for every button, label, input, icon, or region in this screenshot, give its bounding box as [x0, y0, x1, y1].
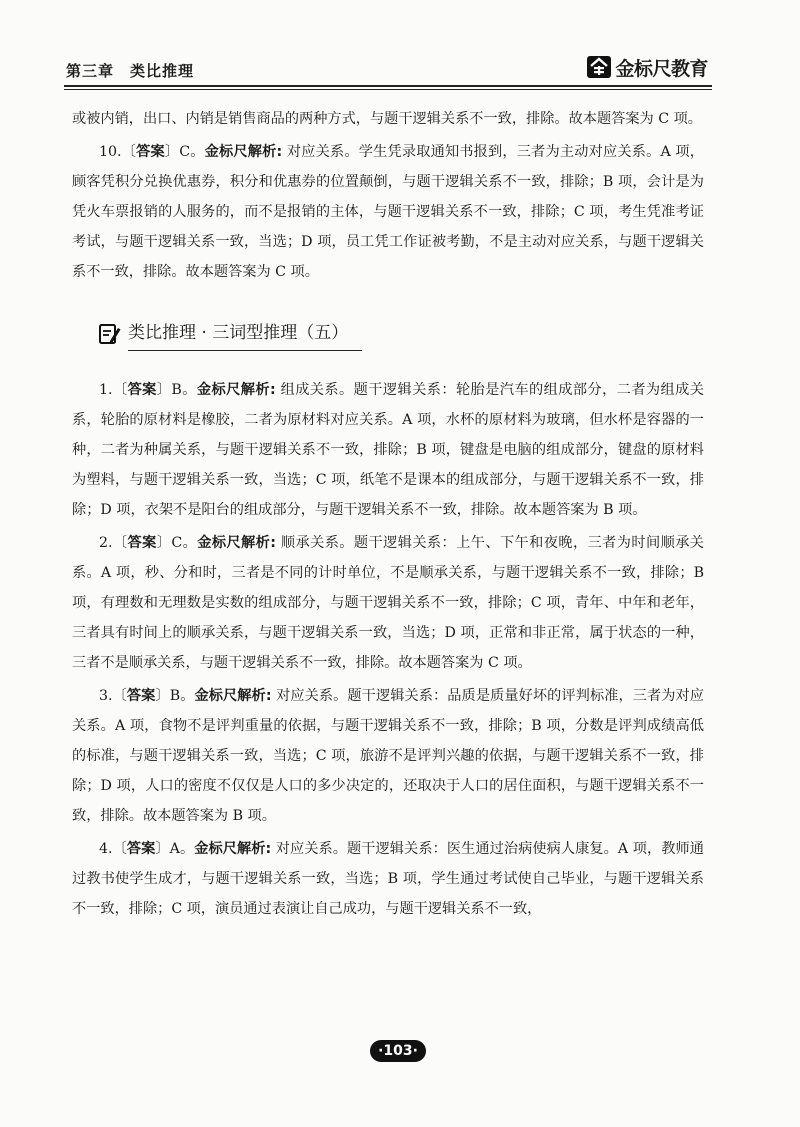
answer-label: 答案	[136, 144, 165, 160]
answer-bracket-left: 〔	[112, 535, 128, 551]
analysis-label: 金标尺解析:	[204, 144, 283, 160]
answer-paragraph-3	[72, 681, 704, 831]
question-number: 2.	[98, 535, 113, 551]
answer-label: 答案	[126, 688, 156, 704]
answer-bracket-left: 〔	[112, 382, 128, 398]
answer-bracket-left: 〔	[121, 144, 137, 160]
answer-label: 答案	[127, 382, 157, 398]
section-heading	[98, 319, 704, 349]
section-title: 类比推理 · 三词型推理（五）	[128, 318, 362, 351]
analysis-text: 对应关系。题干逻辑关系：品质是质量好坏的评判标准，三者为对应关系。A 项，食物不是评判重量的依据，与题干逻辑关系不一致，排除；B 项，分数是评判成绩高低的标准，与题干逻辑关系一致，当选；C 项，旅游不是评判兴趣的依据，与题干逻辑关系不一致，排除；D 项，人口的密度不仅仅是人口的多少决定的，还取决于人口的居住面积，与题干逻辑关系不一致，排除。故本题答案为 B 项。	[72, 688, 704, 824]
analysis-text: 对应关系。题干逻辑关系：医生通过治病使病人康复。A 项，教师通过教书使学生成才，与题干逻辑关系一致，当选；B 项，学生通过考试使自己毕业，与题干逻辑关系不一致，排除；C 项，演员通过表演让自己成功，与题干逻辑关系不一致，	[72, 841, 704, 917]
analysis-label: 金标尺解析:	[196, 382, 276, 398]
answer-choice: B。	[171, 382, 197, 398]
question-number: 4.	[98, 841, 113, 857]
intro-paragraph: 或被内销，出口、内销是销售商品的两种方式，与题干逻辑关系不一致，排除。故本题答案为 C 项。	[72, 111, 702, 127]
analysis-text: 顺承关系。题干逻辑关系：上午、下午和夜晚，三者为时间顺承关系。A 项，秒、分和时，三者是不同的计时单位，不是顺承关系，与题干逻辑关系不一致，排除；B 项，有理数和无理数是实数的组成部分，与题干逻辑关系不一致，排除；C 项，青年、中年和老年，三者具有时间上的顺承关系，与题干逻辑关系一致，当选；D 项，正常和非正常，属于状态的一种，三者不是顺承关系，与题干逻辑关系不一致，排除。故本题答案为 C 项。	[72, 535, 704, 671]
answer-paragraph-2	[72, 528, 704, 678]
answer-bracket-right: 〕	[155, 841, 170, 857]
answer-choice: C。	[171, 535, 198, 551]
page-body	[72, 104, 704, 924]
answer-paragraph-4	[72, 834, 704, 924]
brand	[586, 54, 708, 80]
answer-bracket-right: 〕	[155, 688, 170, 704]
header-rule	[64, 85, 712, 90]
analysis-label: 金标尺解析:	[194, 688, 272, 704]
question-number: 1.	[98, 382, 113, 398]
brand-logo-icon	[586, 55, 612, 79]
question-number: 3.	[98, 688, 113, 704]
analysis-text: 组成关系。题干逻辑关系：轮胎是汽车的组成部分，二者为组成关系，轮胎的原材料是橡胶，二者为原材料对应关系。A 项，水杯的原材料为玻璃，但水杯是容器的一种，二者为种属关系，与题干逻辑关系不一致，排除；B 项，键盘是电脑的组成部分，键盘的原材料为塑料，与题干逻辑关系一致，当选；C 项，纸笔不是课本的组成部分，与题干逻辑关系不一致，排除；D 项，衣架不是阳台的组成部分，与题干逻辑关系不一致，排除。故本题答案为 B 项。	[72, 382, 704, 518]
analysis-label: 金标尺解析:	[197, 535, 276, 551]
edit-note-icon	[98, 322, 122, 346]
answer-choice: B。	[169, 688, 195, 704]
answer-bracket-right: 〕	[164, 144, 180, 160]
answer-paragraph-1	[72, 375, 704, 525]
analysis-text: 对应关系。学生凭录取通知书报到，三者为主动对应关系。A 项，顾客凭积分兑换优惠券，积分和优惠券的位置颠倒，与题干逻辑关系不一致，排除；B 项，会计是为凭火车票报销的人服务的，而不是报销的主体，与题干逻辑关系不一致，排除；C 项，考生凭准考证考试，与题干逻辑关系一致，当选；D 项，员工凭工作证被考勤，不是主动对应关系，与题干逻辑关系不一致，排除。故本题答案为 C 项。	[72, 144, 704, 280]
answer-bracket-right: 〕	[156, 382, 172, 398]
answer-choice: A。	[169, 841, 195, 857]
answer-paragraph-10	[72, 137, 704, 287]
page-header	[64, 52, 708, 90]
answer-bracket-right: 〕	[156, 535, 172, 551]
answer-bracket-left: 〔	[112, 688, 127, 704]
analysis-label: 金标尺解析:	[194, 841, 272, 857]
question-number: 10.	[98, 144, 122, 160]
answer-bracket-left: 〔	[112, 841, 127, 857]
answer-label: 答案	[126, 841, 156, 857]
page-number: ·103·	[370, 1040, 426, 1062]
answer-label: 答案	[127, 535, 157, 551]
brand-name: 金标尺教育	[615, 57, 708, 80]
chapter-title: 第三章 类比推理	[66, 62, 195, 80]
answer-choice: C。	[179, 144, 205, 160]
